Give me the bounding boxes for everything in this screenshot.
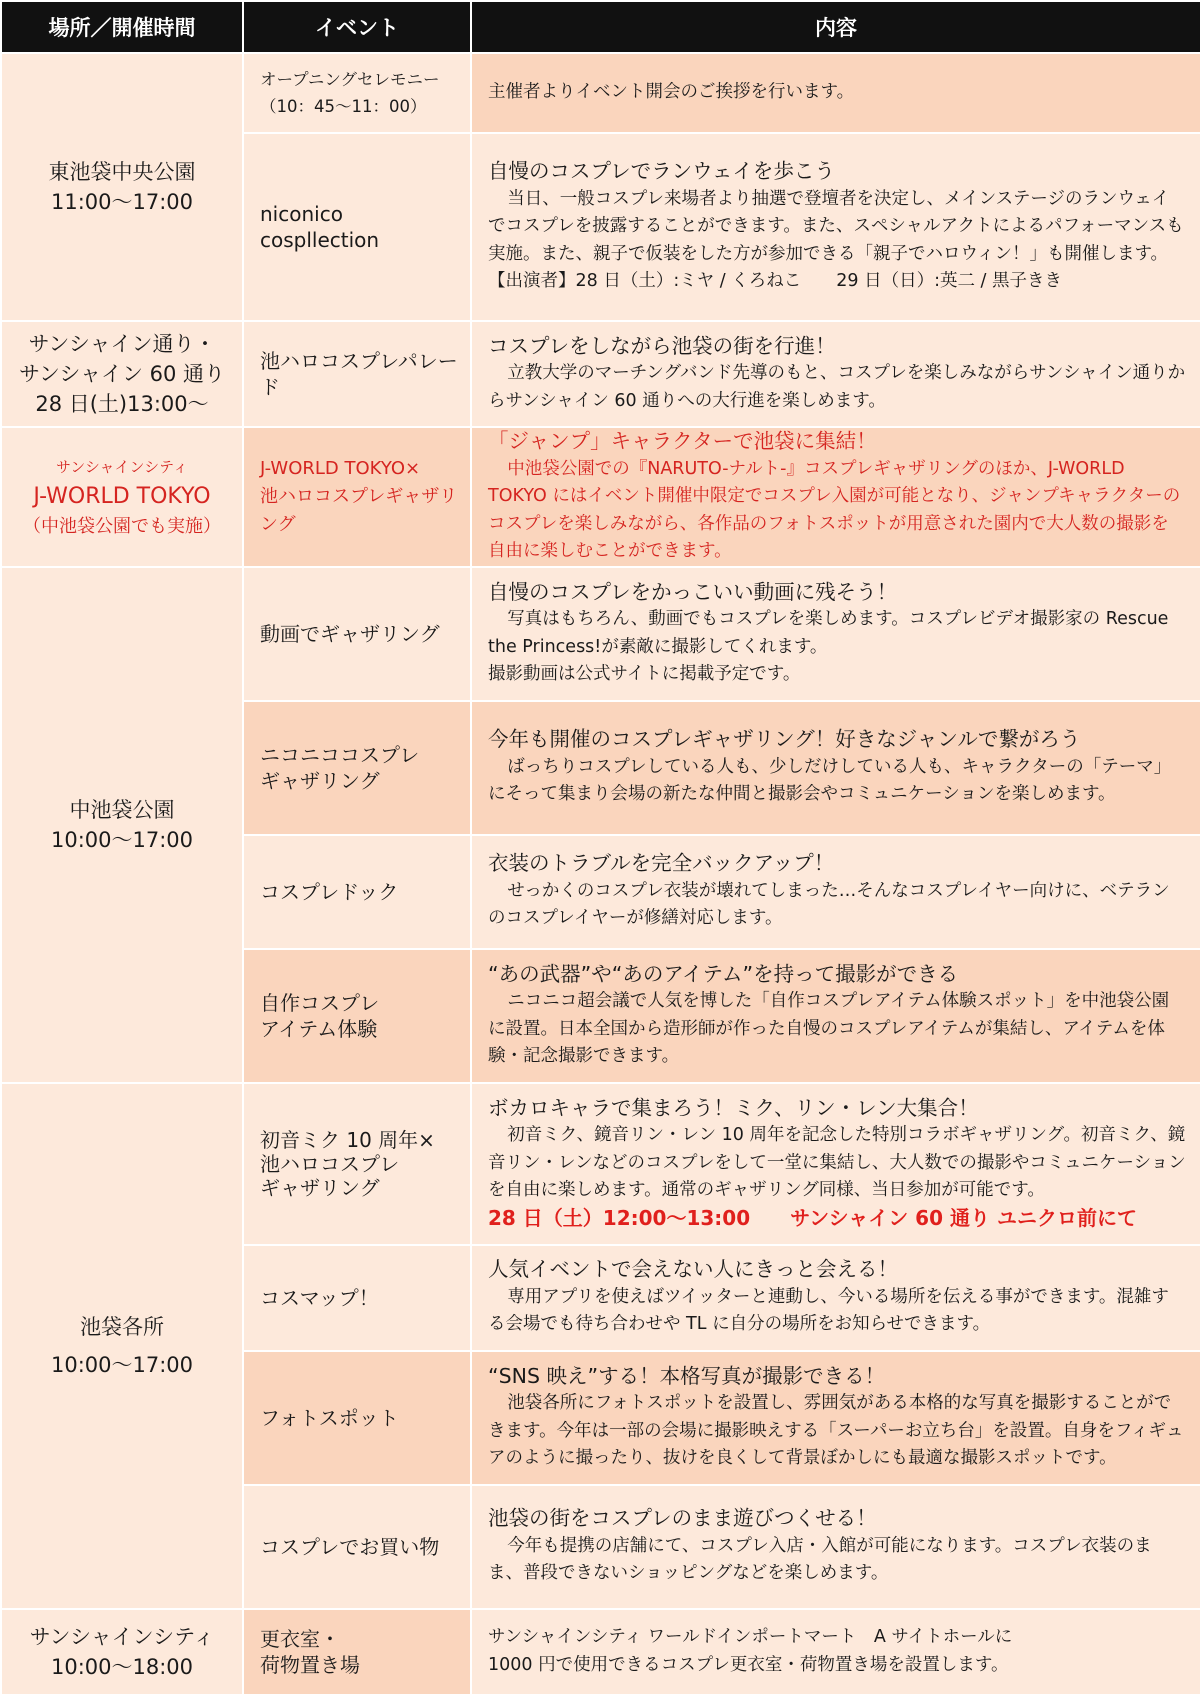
event-cell — [243, 427, 471, 567]
event-cell — [243, 835, 471, 949]
place-cell — [1, 321, 243, 427]
content-title: 今年も開催のコスプレギャザリング！好きなジャンルで繋がろう — [488, 727, 1081, 752]
content-title: 自慢のコスプレでランウェイを歩こう — [488, 159, 835, 184]
event-cell — [243, 1083, 471, 1245]
content-cell — [471, 949, 1200, 1083]
content-body: 主催者よりイベント開会のご挨拶を行います。 — [488, 82, 855, 103]
content-title: 自慢のコスプレをかっこいい動画に残そう！ — [488, 579, 898, 604]
event-name-2: 池ハロコスプレ — [260, 1151, 400, 1176]
place-cell — [1, 567, 243, 1083]
content-cell — [471, 53, 1200, 133]
event-name: フォトスポット — [260, 1405, 399, 1430]
table-row — [1, 321, 1200, 427]
content-cell — [471, 835, 1200, 949]
event-name-2: ギャザリング — [260, 768, 380, 793]
place-name: サンシャインシティ — [29, 1624, 215, 1649]
place-name: 東池袋中央公園 — [48, 160, 196, 184]
content-body: ニコニコ超会議で人気を博した「自作コスプレアイテム体験スポット」を中池袋公園に設置。日本全国から造形師が作った自慢のコスプレアイテムが集結し、アイテムを体験・記念撮影できます。 — [488, 991, 1170, 1066]
table-row — [1, 1083, 1200, 1245]
content-body: 初音ミク、鏡音リン・レン 10 周年を記念した特別コラボギャザリング。初音ミク、鏡音リン・レンなどのコスプレをして一堂に集結し、大人数での撮影やコミュニケーションを自由に楽しめます。通常のギャザリング同様、当日参加が可能です。 — [488, 1125, 1186, 1201]
event-name-2: 荷物置き場 — [260, 1652, 360, 1677]
event-cell — [243, 133, 471, 321]
content-cast: 【出演者】28 日（土）:ミヤ / くろねこ 29 日（日）:英二 / 黒子きき — [488, 271, 1062, 292]
event-name-2: アイテム体験 — [260, 1016, 378, 1041]
content-body: 池袋各所にフォトスポットを設置し、雰囲気がある本格的な写真を撮影することができます。今年は一部の会場に撮影映えする「スーパーお立ち台」を設置。自身をフィギュアのように撮ったり、抜けを良くして背景ぼかしにも最適な撮影スポットです。 — [488, 1393, 1184, 1468]
event-name: niconico — [260, 202, 343, 226]
event-cell — [243, 1485, 471, 1609]
content-body: 今年も提携の店舗にて、コスプレ入店・入館が可能になります。コスプレ衣装のまま、普段できないショッピングなどを楽しめます。 — [488, 1535, 1152, 1584]
content-title: 人気イベントで会えない人にきっと会える！ — [488, 1257, 898, 1282]
event-cell — [243, 53, 471, 133]
event-cell — [243, 949, 471, 1083]
event-name: 更衣室・ — [260, 1626, 340, 1651]
place-time: 10:00～17:00 — [50, 827, 194, 852]
content-body: 中池袋公園での『NARUTO-ナルト-』コスプレギャザリングのほか、J-WORLD TOKYO にはイベント開催中限定でコスプレ入園が可能となり、ジャンプキャラクターのコスプレを楽しみながら、各作品のフォトスポットが用意された園内で大人数の撮影を自由に楽しむことができます。 — [488, 458, 1181, 561]
event-time: （10：45～11：00） — [260, 97, 427, 116]
header-place: 場所／開催時間 — [1, 1, 243, 53]
place-time: 10:00～17:00 — [50, 1352, 194, 1377]
content-cell — [471, 133, 1200, 321]
header-row — [1, 1, 1200, 53]
content-title: 衣装のトラブルを完全バックアップ！ — [488, 851, 835, 876]
place-cell — [1, 427, 243, 567]
event-name: J-WORLD TOKYO× — [260, 457, 421, 479]
table-row — [1, 567, 1200, 701]
content-title: コスプレをしながら池袋の街を行進！ — [488, 333, 836, 358]
event-cell — [243, 1609, 471, 1695]
content-body: 専用アプリを使えばツイッターと連動し、今いる場所を伝える事ができます。混雑する会場でも待ち合わせや TL に自分の場所をお知らせできます。 — [488, 1286, 1169, 1335]
event-name-3: ギャザリング — [260, 1175, 380, 1200]
event-name: オープニングセレモニー — [260, 70, 440, 89]
content-title: 池袋の街をコスプレのまま遊びつくせる！ — [488, 1506, 877, 1531]
event-name-2: 池ハロコスプレギャザリング — [260, 485, 458, 535]
place-cell — [1, 1083, 243, 1609]
place-time: 11:00～17:00 — [50, 190, 194, 214]
event-name: 自作コスプレ — [260, 990, 380, 1015]
content-title: 「ジャンプ」キャラクターで池袋に集結！ — [488, 429, 877, 453]
content-body: サンシャインシティ ワールドインポートマート A サイトホールに — [488, 1627, 1013, 1647]
content-cell — [471, 1245, 1200, 1351]
content-title: “SNS 映え”する！本格写真が撮影できる！ — [488, 1363, 886, 1388]
content-cell — [471, 321, 1200, 427]
place-name: 池袋各所 — [80, 1314, 164, 1339]
event-cell — [243, 701, 471, 835]
content-title: “あの武器”や“あのアイテム”を持って撮影ができる — [488, 961, 959, 986]
place-name: サンシャインシティ — [55, 457, 188, 476]
content-cell — [471, 567, 1200, 701]
place-cell — [1, 53, 243, 321]
content-body: 立教大学のマーチングバンド先導のもと、コスプレを楽しみながらサンシャイン通りからサンシャイン 60 通りへの大行進を楽しめます。 — [488, 363, 1186, 411]
header-content: 内容 — [471, 1, 1200, 53]
place-time: 10:00～18:00 — [50, 1654, 194, 1679]
content-body: 当日、一般コスプレ来場者より抽選で登壇者を決定し、メインステージのランウェイでコスプレを披露することができます。また、スペシャルアクトによるパフォーマンスも実施。また、親子で仮装をした方が参加できる「親子でハロウィン！」も開催します。 — [488, 188, 1184, 264]
content-title: ボカロキャラで集まろう！ミク、リン・レン大集合！ — [488, 1095, 979, 1120]
place-cell — [1, 1609, 243, 1695]
event-cell — [243, 321, 471, 427]
place-time: 28 日(土)13:00～ — [35, 392, 209, 416]
content-cell — [471, 1351, 1200, 1485]
content-body-2: 撮影動画は公式サイトに掲載予定です。 — [488, 664, 801, 684]
place-name: サンシャイン通り・ — [28, 332, 216, 356]
content-cell — [471, 1609, 1200, 1695]
content-body: ばっちりコスプレしている人も、少しだけしている人も、キャラクターの「テーマ」にそって集まり会場の新たな仲間と撮影会やコミュニケーションを楽しめます。 — [488, 756, 1172, 805]
event-cell — [243, 1351, 471, 1485]
content-body-2: 1000 円で使用できるコスプレ更衣室・荷物置き場を設置します。 — [488, 1654, 1009, 1675]
header-event: イベント — [243, 1, 471, 53]
content-cell — [471, 1485, 1200, 1609]
content-cell — [471, 701, 1200, 835]
content-body: 写真はもちろん、動画でもコスプレを楽しめます。コスプレビデオ撮影家の Rescue the Princess!が素敵に撮影してくれます。 — [488, 609, 1169, 657]
event-name: コスプレドック — [260, 879, 399, 904]
event-name-2: cospllection — [260, 228, 380, 252]
place-name: 中池袋公園 — [69, 797, 175, 822]
place-name-2: J-WORLD TOKYO — [33, 483, 211, 509]
event-name: 初音ミク 10 周年× — [260, 1127, 435, 1152]
event-name: 池ハロコスプレパレード — [260, 349, 458, 399]
event-cell — [243, 567, 471, 701]
place-name-2: サンシャイン 60 通り — [18, 362, 226, 386]
content-cell — [471, 1083, 1200, 1245]
table-row — [1, 53, 1200, 133]
content-highlight: 28 日（土）12:00～13:00 サンシャイン 60 通り ユニクロ前にて — [488, 1205, 1137, 1230]
place-note: （中池袋公園でも実施） — [23, 515, 221, 537]
table-row — [1, 427, 1200, 567]
event-cell — [243, 1245, 471, 1351]
event-name: コスプレでお買い物 — [260, 1534, 440, 1559]
event-name: ニコニココスプレ — [260, 742, 420, 767]
event-name: 動画でギャザリング — [260, 621, 440, 646]
event-name: コスマップ！ — [260, 1285, 379, 1310]
content-body: せっかくのコスプレ衣装が壊れてしまった…そんなコスプレイヤー向けに、ベテランのコスプレイヤーが修繕対応します。 — [488, 880, 1170, 929]
table-row — [1, 1609, 1200, 1695]
content-cell — [471, 427, 1200, 567]
